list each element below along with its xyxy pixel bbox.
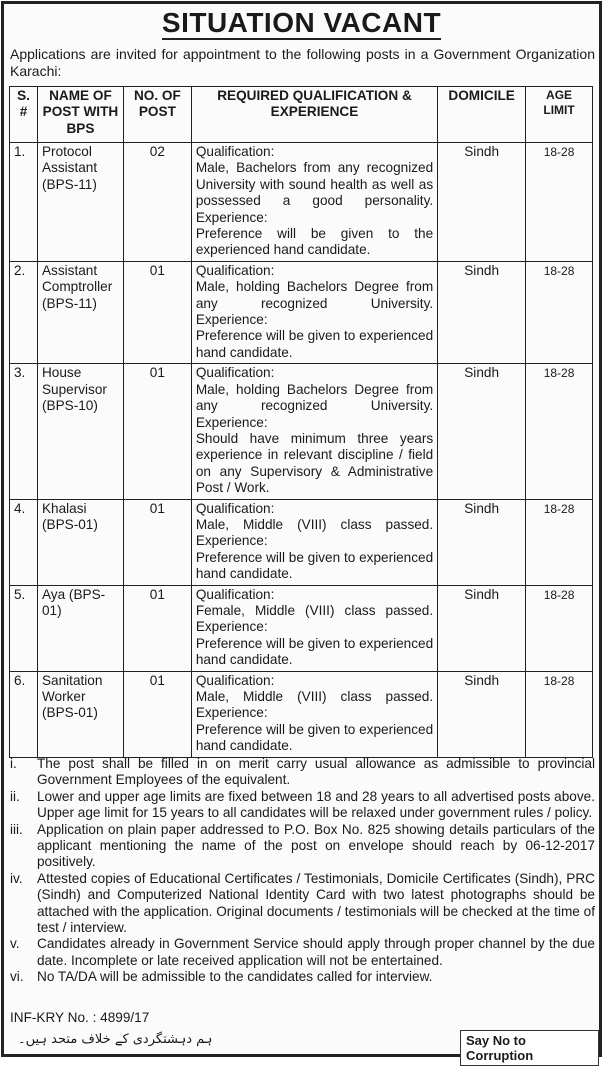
experience-label: Experience: — [195, 619, 268, 635]
note-number: ii. — [10, 788, 20, 804]
row-domicile: Sindh — [438, 364, 526, 499]
row-domicile: Sindh — [438, 261, 526, 363]
note-number: v. — [10, 936, 20, 952]
header-sno: S. # — [10, 87, 38, 143]
table-row — [10, 499, 593, 585]
note-item — [10, 936, 595, 969]
table-row — [10, 671, 593, 757]
qualification-label: Qualification: — [195, 500, 275, 516]
note-number: i. — [10, 756, 17, 771]
header-qual: REQUIRED QUALIFICATION & EXPERIENCE — [191, 87, 437, 143]
note-text: The post shall be filled in on merit carry usual allowance as admissible to provincial Government Employees of the equivalent. — [37, 756, 595, 788]
row-sno: 6. — [10, 671, 38, 757]
row-sno: 3. — [10, 364, 38, 499]
experience-text: Preference will be given to experienced hand candidate. — [195, 635, 434, 668]
row-domicile: Sindh — [438, 143, 526, 262]
row-post-name: Khalasi (BPS-01) — [37, 499, 123, 585]
header-age: AGE LIMIT — [526, 87, 593, 143]
qualification-text: Male, Middle (VIII) class passed. — [195, 516, 434, 532]
qualification-label: Qualification: — [195, 672, 275, 688]
row-sno: 5. — [10, 585, 38, 671]
header-domicile: DOMICILE — [438, 87, 526, 143]
qualification-label: Qualification: — [195, 144, 275, 159]
note-item — [10, 822, 595, 871]
row-domicile: Sindh — [438, 499, 526, 585]
experience-text: Should have minimum three years experience in relevant discipline / field on any Supervisory & Administrative Post / Work. — [195, 430, 434, 496]
header-num: NO. OF POST — [123, 87, 191, 143]
row-age-limit: 18-28 — [526, 585, 593, 671]
qualification-text: Female, Middle (VIII) class passed. — [195, 602, 434, 618]
table-row — [10, 364, 593, 499]
row-qualification — [191, 499, 437, 585]
note-number: vi. — [10, 969, 24, 985]
table-row — [10, 143, 593, 262]
row-qualification — [191, 261, 437, 363]
row-age-limit: 18-28 — [526, 499, 593, 585]
note-item — [10, 756, 595, 789]
header-name: NAME OF POST WITH BPS — [37, 87, 123, 143]
row-post-count: 01 — [123, 499, 191, 585]
note-text: No TA/DA will be admissible to the candidates called for interview. — [37, 969, 433, 985]
title-text: SITUATION VACANT — [161, 7, 442, 38]
note-text: Attested copies of Educational Certificates / Testimonials, Domicile Certificates (Sindh), PRC (Sindh) and Computerized National Identity Card with two latest photographs should be attached with the application. Original documents / testimonials will be checked at the time of test / interview. — [37, 870, 595, 936]
row-qualification — [191, 143, 437, 262]
experience-text: Preference will be given to experienced hand candidate. — [195, 328, 434, 360]
experience-text: Preference will be given to experienced hand candidate. — [195, 549, 434, 582]
table-header — [10, 87, 593, 143]
qualification-label: Qualification: — [195, 586, 275, 602]
row-qualification — [191, 364, 437, 499]
note-text: Lower and upper age limits are fixed between 18 and 28 years to all advertised posts above. Upper age limit for 15 years to all candidates will be relaxed under government rules / policy. — [37, 788, 595, 821]
row-post-name: Protocol Assistant (BPS-11) — [37, 143, 123, 262]
experience-label: Experience: — [195, 312, 268, 328]
row-domicile: Sindh — [438, 671, 526, 757]
note-item — [10, 871, 595, 937]
row-age-limit: 18-28 — [526, 261, 593, 363]
row-post-count: 01 — [123, 261, 191, 363]
row-age-limit: 18-28 — [526, 671, 593, 757]
note-number: iv. — [10, 870, 23, 886]
row-age-limit: 18-28 — [526, 364, 593, 499]
notes-list — [10, 756, 595, 986]
row-post-name: Assistant Comptroller (BPS-11) — [37, 261, 123, 363]
row-sno: 4. — [10, 499, 38, 585]
experience-label: Experience: — [195, 705, 268, 721]
intro-text: Applications are invited for appointment to the following posts in a Government Organization Karachi: — [10, 46, 595, 79]
advertisement — [1, 1, 602, 1063]
say-no-corruption-box: Say No to Corruption — [460, 1030, 599, 1066]
posts-table — [9, 86, 593, 758]
row-qualification — [191, 671, 437, 757]
experience-label: Experience: — [195, 209, 268, 225]
table-row — [10, 585, 593, 671]
qualification-text: Male, holding Bachelors Degree from any recognized University. — [195, 279, 434, 311]
row-post-count: 01 — [123, 671, 191, 757]
row-domicile: Sindh — [438, 585, 526, 671]
note-item — [10, 789, 595, 822]
row-post-count: 01 — [123, 585, 191, 671]
row-post-name: House Supervisor (BPS-10) — [37, 364, 123, 499]
qualification-label: Qualification: — [195, 262, 275, 278]
reference-number: INF-KRY No. : 4899/17 — [10, 1010, 150, 1025]
page-title — [4, 8, 599, 40]
qualification-text: Male, Middle (VIII) class passed. — [195, 689, 434, 704]
row-sno: 1. — [10, 143, 38, 262]
qualification-text: Male, holding Bachelors Degree from any recognized University. — [195, 381, 434, 414]
row-post-count: 01 — [123, 364, 191, 499]
row-post-name: Aya (BPS-01) — [37, 585, 123, 671]
row-qualification — [191, 585, 437, 671]
row-post-count: 02 — [123, 143, 191, 262]
experience-text: Preference will be given to the experienced hand candidate. — [195, 226, 434, 258]
experience-text: Preference will be given to experienced hand candidate. — [195, 721, 434, 754]
table-row — [10, 261, 593, 363]
row-post-name: Sanitation Worker (BPS-01) — [37, 671, 123, 757]
note-item — [10, 969, 595, 985]
qualification-label: Qualification: — [195, 365, 275, 381]
note-text: Candidates already in Government Service should apply through proper channel by the due date. Incomplete or late received application will not be entertained. — [37, 936, 595, 968]
note-number: iii. — [10, 821, 23, 837]
qualification-text: Male, Bachelors from any recognized University with sound health as well as possessed a good personality. — [195, 160, 434, 209]
urdu-slogan: ہم دہشتگردی کے خلاف متحد ہیں۔ — [18, 1032, 213, 1047]
row-age-limit: 18-28 — [526, 143, 593, 262]
experience-label: Experience: — [195, 533, 268, 549]
experience-label: Experience: — [195, 414, 268, 430]
note-text: Application on plain paper addressed to P.O. Box No. 825 showing details particulars of the applicant mentioning the name of the post on envelope should reach by 06-12-2017 positively. — [37, 821, 595, 870]
row-sno: 2. — [10, 261, 38, 363]
